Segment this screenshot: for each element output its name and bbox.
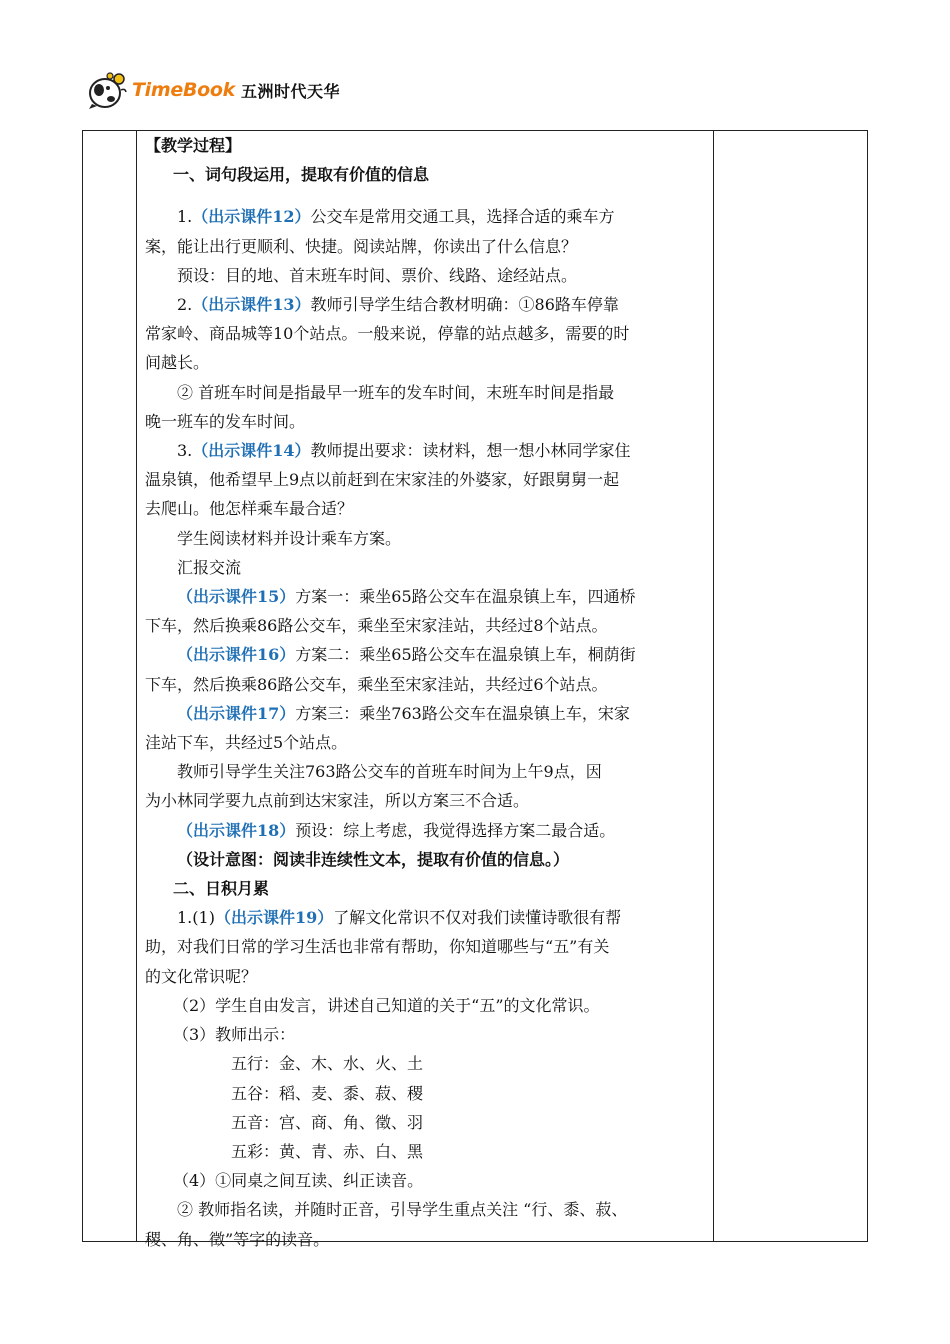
- list-item: 五音：宫、商、角、徵、羽: [231, 1112, 424, 1132]
- paragraph: 间越长。: [145, 353, 210, 373]
- list-item: 五行：金、木、水、火、土: [231, 1054, 424, 1074]
- paragraph: ② 教师指名读，并随时正音，引导学生重点关注 “行、黍、菽、: [177, 1200, 628, 1220]
- paragraph: （出示课件17）方案三：乘坐763路公交车在温泉镇上车，宋家: [177, 703, 630, 723]
- heading-2: 二、日积月累: [173, 879, 270, 899]
- heading-1: 一、词句段运用，提取有价值的信息: [173, 165, 430, 185]
- paragraph: 3.（出示课件14）教师提出要求：读材料，想一想小林同学家住: [177, 441, 631, 461]
- section-title: 【教学过程】: [145, 136, 242, 155]
- paragraph: 教师引导学生关注763路公交车的首班车时间为上午9点，因: [177, 762, 602, 782]
- paragraph: 下车，然后换乘86路公交车，乘坐至宋家洼站，共经过6个站点。: [145, 674, 608, 694]
- list-item: 五谷：稻、麦、黍、菽、稷: [231, 1083, 424, 1103]
- brand-logo: [88, 68, 340, 112]
- courseware-cue: （出示课件17）: [177, 703, 296, 723]
- paragraph: 1.（出示课件12）公交车是常用交通工具，选择合适的乘车方: [177, 207, 615, 227]
- paragraph: 去爬山。他怎样乘车最合适？: [145, 499, 354, 519]
- paragraph: 洼站下车，共经过5个站点。: [145, 733, 348, 753]
- paragraph: 温泉镇，他希望早上9点以前赶到在宋家洼的外婆家，好跟舅舅一起: [145, 470, 620, 490]
- paragraph: （出示课件16）方案二：乘坐65路公交车在温泉镇上车，桐荫街: [177, 645, 636, 665]
- paragraph: 案，能让出行更顺利、快捷。阅读站牌，你读出了什么信息？: [145, 236, 578, 256]
- paragraph: （出示课件15）方案一：乘坐65路公交车在温泉镇上车，四通桥: [177, 587, 636, 607]
- paragraph: （4）①同桌之间互读、纠正读音。: [173, 1171, 424, 1191]
- paragraph: 2.（出示课件13）教师引导学生结合教材明确：①86路车停靠: [177, 295, 619, 315]
- paragraph: ② 首班车时间是指最早一班车的发车时间，末班车时间是指最: [177, 382, 615, 402]
- table-column-divider-left: [136, 131, 137, 1241]
- paragraph: 的文化常识呢？: [145, 966, 258, 986]
- paragraph: （3）教师出示：: [173, 1025, 296, 1045]
- list-item: 五彩：黄、青、赤、白、黑: [231, 1141, 424, 1161]
- courseware-cue: （出示课件16）: [177, 645, 296, 665]
- courseware-cue: （出示课件15）: [177, 587, 296, 607]
- paragraph: （2）学生自由发言，讲述自己知道的关于“五”的文化常识。: [173, 995, 600, 1015]
- paragraph: 晚一班车的发车时间。: [145, 411, 306, 431]
- paragraph: 1.(1)（出示课件19）了解文化常识不仅对我们读懂诗歌很有帮: [177, 908, 622, 928]
- paragraph: 为小林同学要九点前到达宋家洼，所以方案三不合适。: [145, 791, 530, 811]
- paragraph: 稷、角、徵”等字的读音。: [145, 1229, 330, 1249]
- paragraph: 常家岭、商品城等10个站点。一般来说，停靠的站点越多，需要的时: [145, 324, 630, 344]
- paragraph: 助，对我们日常的学习生活也非常有帮助，你知道哪些与“五”有关: [145, 937, 610, 957]
- paragraph: 下车，然后换乘86路公交车，乘坐至宋家洼站，共经过8个站点。: [145, 616, 608, 636]
- paragraph: （出示课件18）预设：综上考虑，我觉得选择方案二最合适。: [177, 820, 616, 840]
- cow-mascot-icon: [88, 70, 128, 110]
- table-column-divider-right: [713, 131, 714, 1241]
- courseware-cue: （出示课件14）: [192, 441, 311, 461]
- courseware-cue: （出示课件12）: [192, 207, 311, 227]
- paragraph: 预设：目的地、首末班车时间、票价、线路、途经站点。: [177, 265, 578, 285]
- courseware-cue: （出示课件18）: [177, 820, 296, 840]
- design-intent: （设计意图：阅读非连续性文本，提取有价值的信息。）: [177, 849, 570, 869]
- paragraph: 汇报交流: [177, 557, 242, 577]
- courseware-cue: （出示课件13）: [192, 295, 311, 315]
- paragraph: 学生阅读材料并设计乘车方案。: [177, 528, 402, 548]
- courseware-cue: （出示课件19）: [214, 908, 334, 928]
- brand-name-en: TimeBook: [132, 79, 235, 101]
- lesson-content: [145, 131, 707, 1254]
- brand-name-cn: 五洲时代天华: [240, 81, 340, 101]
